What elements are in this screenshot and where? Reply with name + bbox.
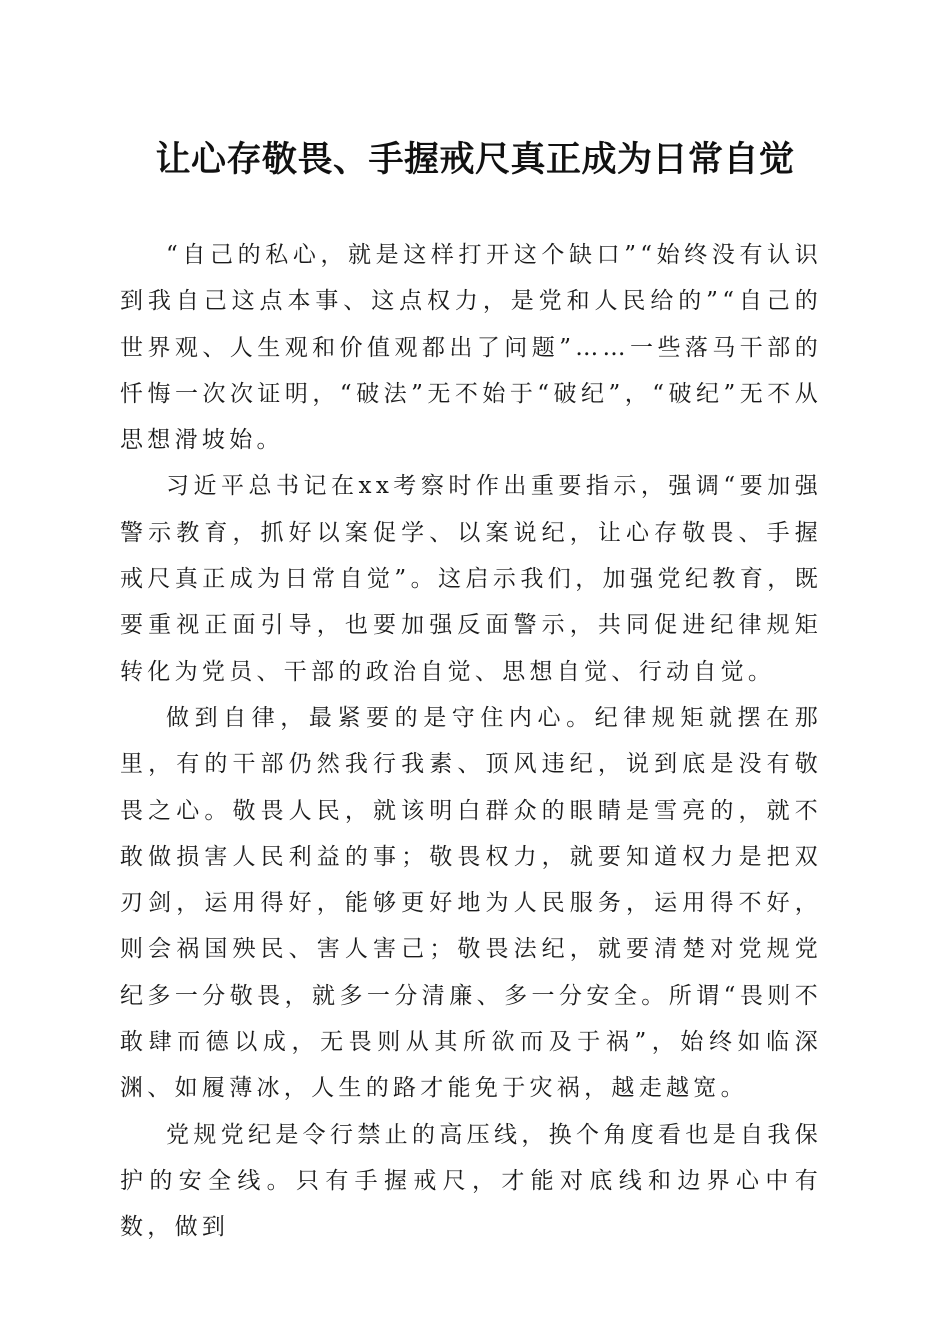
document-title: 让心存敬畏、手握戒尺真正成为日常自觉 <box>155 139 795 180</box>
paragraph: 习近平总书记在xx考察时作出重要指示，强调“要加强警示教育，抓好以案促学、以案说纪，让心存敬畏、手握戒尺真正成为日常自觉”。这启示我们，加强党纪教育，既要重视正面引导，也要加强反面警示，共同促进纪律规矩转化为党员、干部的政治自觉、思想自觉、行动自觉。 <box>120 473 822 685</box>
document-body <box>120 232 822 1251</box>
paragraph: 党规党纪是令行禁止的高压线，换个角度看也是自我保护的安全线。只有手握戒尺，才能对底线和边界心中有数，做到 <box>120 1121 822 1241</box>
paragraph: “自己的私心，就是这样打开这个缺口”“始终没有认识到我自己这点本事、这点权力，是党和人民给的”“自己的世界观、人生观和价值观都出了问题”……一些落马干部的忏悔一次次证明，“破法”无不始于“破纪”，“破纪”无不从思想滑坡始。 <box>120 242 822 454</box>
paragraph: 做到自律，最紧要的是守住内心。纪律规矩就摆在那里，有的干部仍然我行我素、顶风违纪，说到底是没有敬畏之心。敬畏人民，就该明白群众的眼睛是雪亮的，就不敢做损害人民利益的事；敬畏权力，就要知道权力是把双刃剑，运用得好，能够更好地为人民服务，运用得不好，则会祸国殃民、害人害己；敬畏法纪，就要清楚对党规党纪多一分敬畏，就多一分清廉、多一分安全。所谓“畏则不敢肆而德以成，无畏则从其所欲而及于祸”，始终如临深渊、如履薄冰，人生的路才能免于灾祸，越走越宽。 <box>120 704 822 1102</box>
